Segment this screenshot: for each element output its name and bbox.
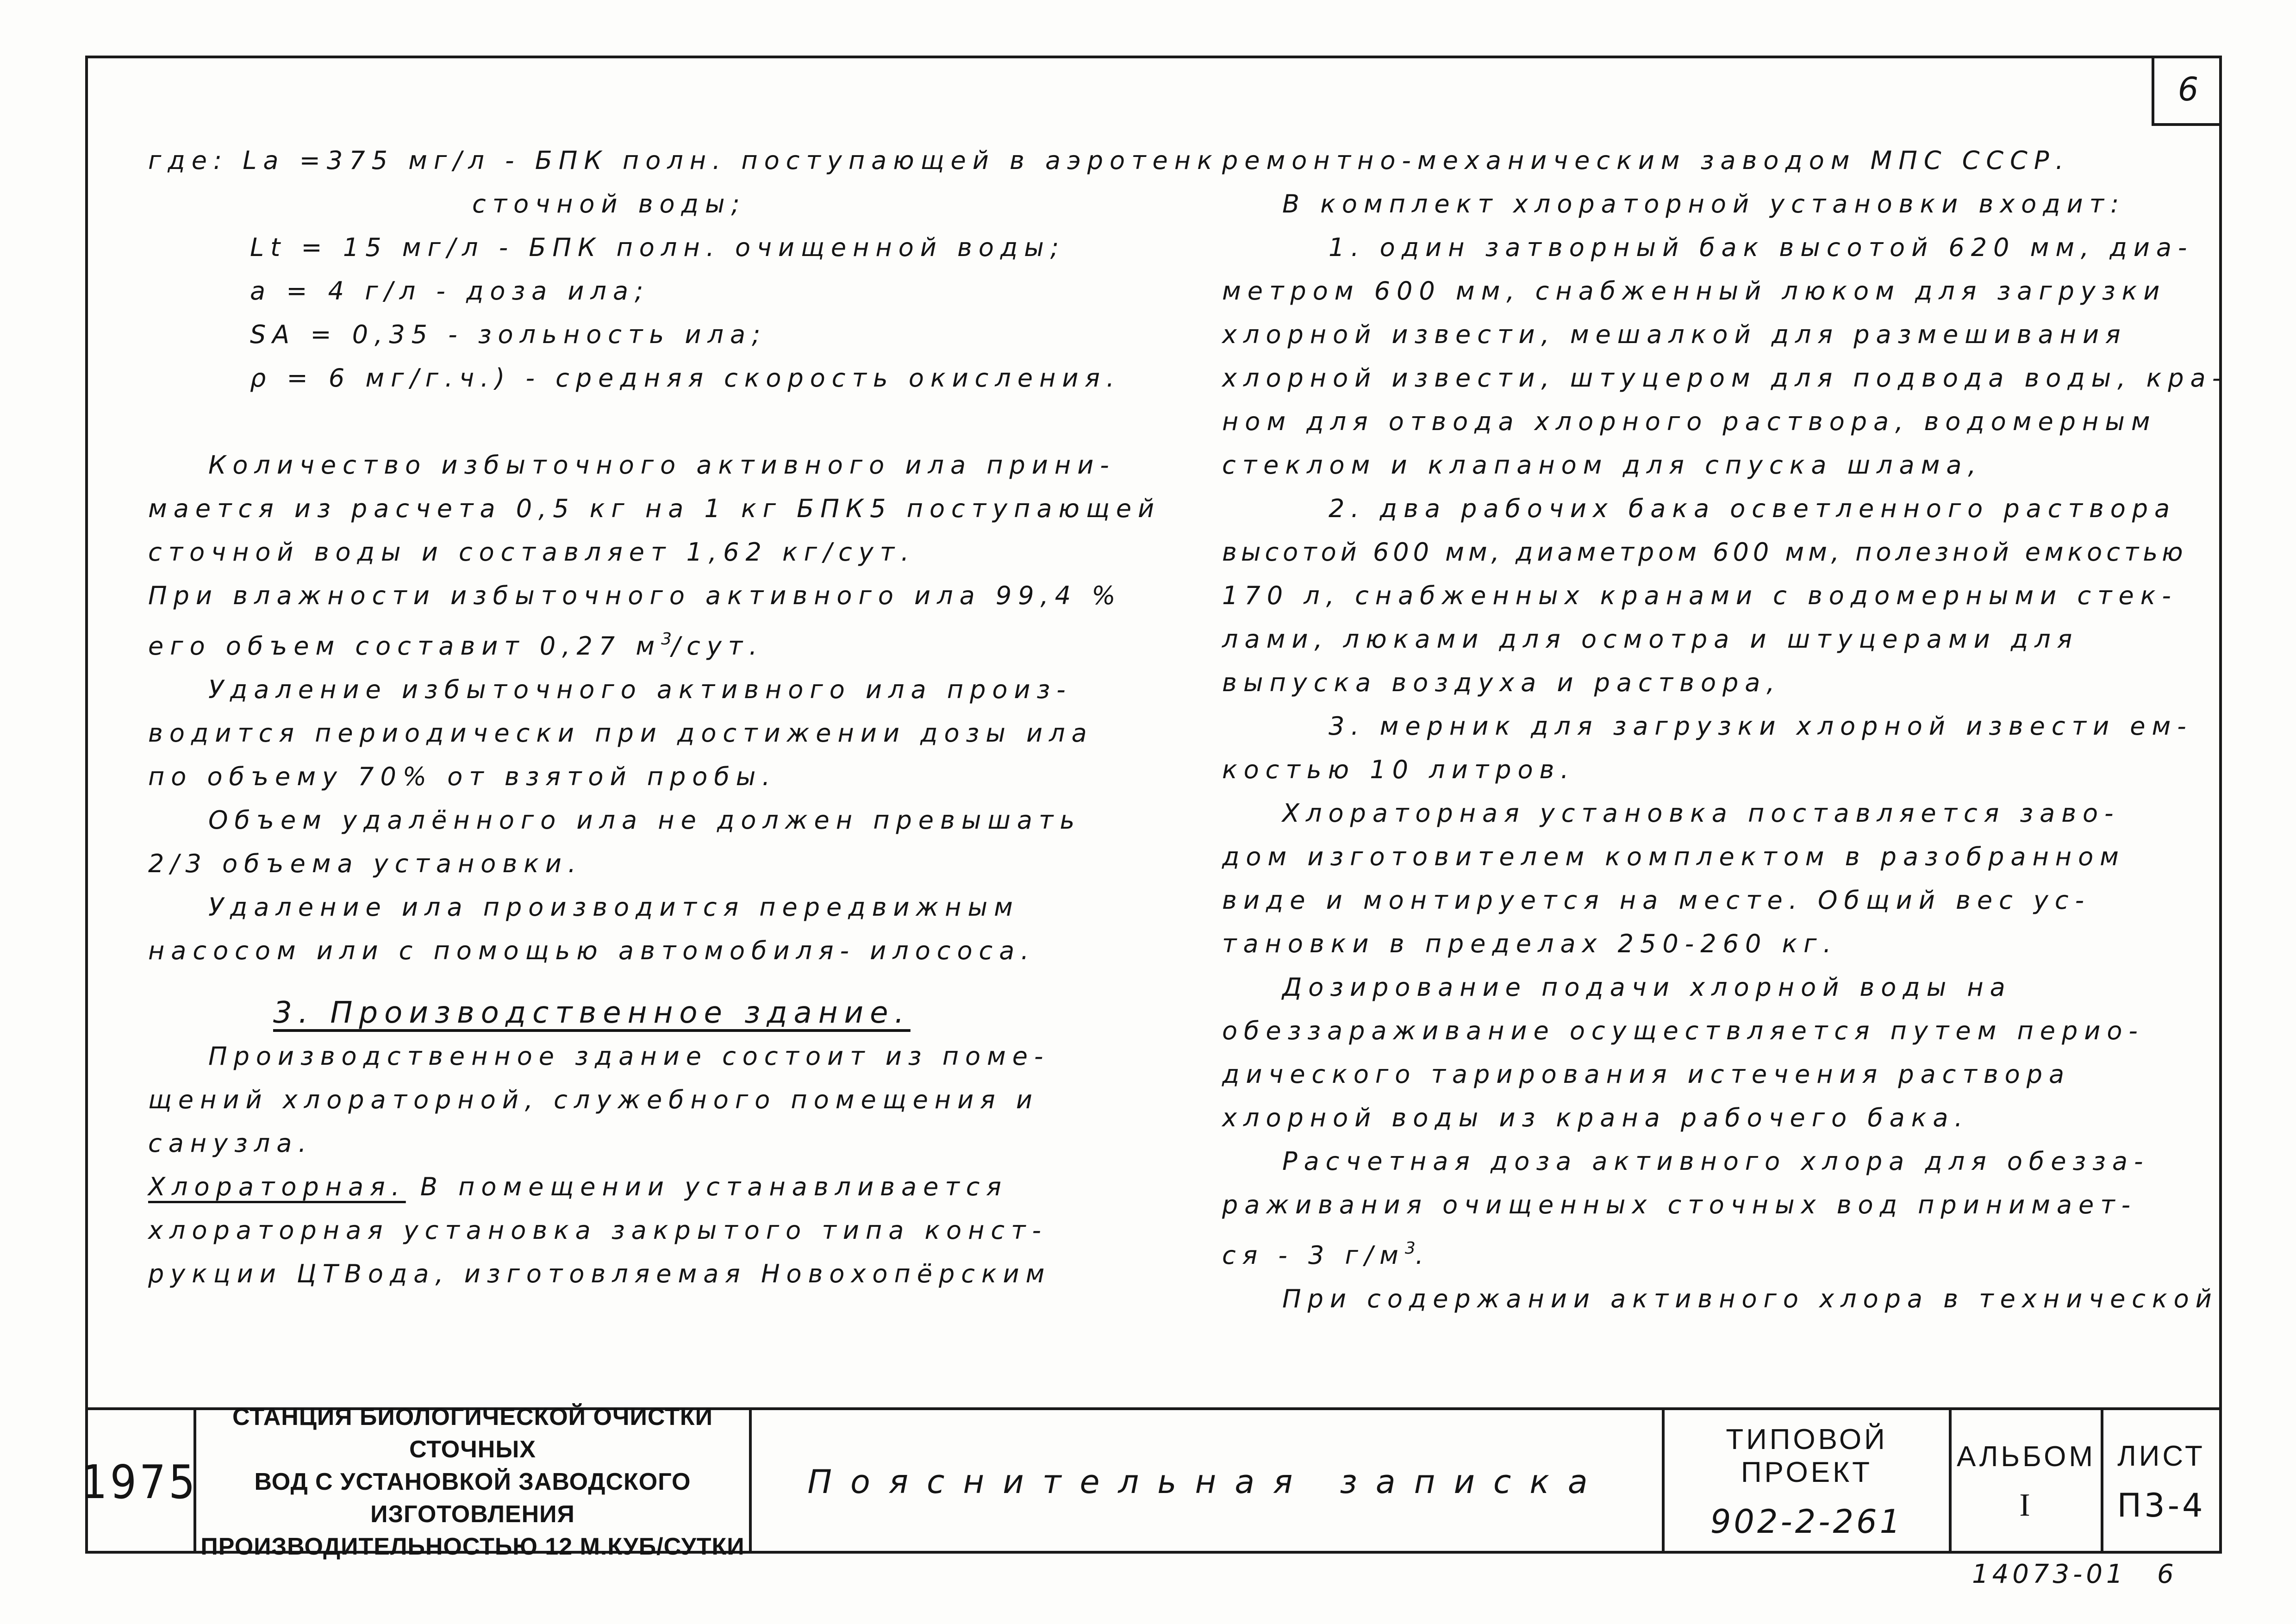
text-line: санузла.: [148, 1129, 313, 1158]
right-text-column: [1222, 139, 2228, 1321]
sheet-cell: [2103, 1410, 2219, 1554]
text-line: а = 4 г/л - доза ила;: [250, 276, 650, 306]
section-heading: 3. Производственное здание.: [273, 996, 911, 1030]
object-name-line: ПРОИЗВОДИТЕЛЬНОСТЬЮ 12 М.КУБ/СУТКИ: [200, 1533, 745, 1560]
text-line: Дозирование подачи хлорной воды на: [1282, 973, 2012, 1002]
text-line: высотой 600 мм, диаметром 600 мм, полезной емкостью: [1222, 537, 2187, 567]
text-fragment: ся - 3 г/м: [1222, 1241, 1405, 1270]
text-line: сточной воды и составляет 1,62 кг/сут.: [148, 537, 916, 567]
text-fragment: .: [1415, 1241, 1430, 1270]
text-line: ном для отвода хлорного раствора, водомерным: [1222, 407, 2157, 436]
project-cell: [1665, 1410, 1952, 1554]
superscript: 3: [1404, 1239, 1416, 1258]
text-line: Расчетная доза активного хлора для обезза-: [1282, 1147, 2150, 1176]
text-line: выпуска воздуха и раствора,: [1222, 668, 1781, 697]
text-line: 2/3 объема установки.: [148, 849, 583, 878]
text-line: ремонтно-механическим заводом МПС СССР.: [1222, 146, 2070, 175]
object-name-cell: [196, 1404, 752, 1560]
document-title-cell: Пояснительная записка: [752, 1410, 1665, 1554]
album-number: I: [2019, 1487, 2033, 1523]
album-cell: [1952, 1410, 2103, 1554]
object-name-line: ВОД С УСТАНОВКОЙ ЗАВОДСКОГО ИЗГОТОВЛЕНИЯ: [254, 1468, 691, 1528]
text-line: Удаление ила производится передвижным: [208, 893, 1019, 922]
text-line: мается из расчета 0,5 кг на 1 кг БПК5 поступающей: [148, 494, 1161, 523]
text-line: 3. мерник для загрузки хлорной извести ем-: [1329, 712, 2193, 741]
object-name-line: СТАНЦИЯ БИОЛОГИЧЕСКОЙ ОЧИСТКИ СТОЧНЫХ: [232, 1404, 713, 1463]
year-cell: 1975: [85, 1410, 196, 1554]
subsection-label: Хлораторная.: [148, 1172, 406, 1201]
sheet-corner-number: 6: [2152, 56, 2222, 126]
text-line: В комплект хлораторной установки входит:: [1282, 189, 2126, 219]
text-line: Объем удалённого ила не должен превышать: [208, 806, 1081, 835]
text-line: водится периодически при достижении дозы ила: [148, 718, 1093, 748]
text-line: Удаление избыточного активного ила произ-: [208, 675, 1072, 704]
text-line: SА = 0,35 - зольность ила;: [250, 320, 767, 349]
text-line: хлораторная установка закрытого типа конст-: [148, 1216, 1048, 1245]
inventory-number: 14073-01: [1972, 1559, 2127, 1589]
title-block: [81, 1404, 2222, 1560]
text-line: 2. два рабочих бака осветленного раствора: [1329, 494, 2177, 523]
text-line: тановки в пределах 250-260 кг.: [1222, 929, 1838, 958]
text-line: костью 10 литров.: [1222, 755, 1575, 784]
project-number: 902-2-261: [1710, 1503, 1903, 1541]
text-line: сточной воды;: [472, 189, 746, 219]
page-number: 6: [2157, 1559, 2177, 1589]
text-line: раживания очищенных сточных вод принимает-: [1222, 1190, 2137, 1219]
text-line: хлорной извести, мешалкой для размешивания: [1222, 320, 2127, 349]
text-line: обеззараживание осуществляется путем перио-: [1222, 1016, 2144, 1045]
text-line: дического тарирования истечения раствора: [1222, 1060, 2071, 1089]
project-label: ТИПОВОЙ ПРОЕКТ: [1726, 1424, 1888, 1488]
text-line: [148, 1165, 1167, 1209]
text-line: метром 600 мм, снабженный люком для загрузки: [1222, 276, 2166, 306]
text-line: виде и монтируется на месте. Общий вес ус-: [1222, 886, 2091, 915]
text-fragment: его объем составит 0,27 м: [148, 631, 661, 661]
text-line: хлорной воды из крана рабочего бака.: [1222, 1103, 1969, 1132]
text-line: [148, 618, 1167, 668]
text-line: насосом или с помощью автомобиля- илососа.: [148, 936, 1036, 965]
text-line: Количество избыточного активного ила прини-: [208, 450, 1116, 480]
text-line: При содержании активного хлора в технической: [1282, 1284, 2218, 1313]
text-line: по объему 70% от взятой пробы.: [148, 762, 777, 791]
sheet-number: П3-4: [2117, 1486, 2206, 1524]
text-line: При влажности избыточного активного ила 99,4 %: [148, 581, 1122, 610]
text-line: рукции ЦТВода, изготовляемая Новохопёрским: [148, 1259, 1051, 1288]
text-line: Производственное здание состоит из поме-: [208, 1042, 1050, 1071]
text-fragment: В помещении устанавливается: [406, 1172, 1008, 1201]
text-line: 170 л, снабженных кранами с водомерными стек-: [1222, 581, 2177, 610]
text-line: ρ = 6 мг/г.ч.) - средняя скорость окисления.: [250, 363, 1121, 393]
sheet-label: ЛИСТ: [2117, 1440, 2205, 1472]
text-line: где: Lа =375 мг/л - БПК полн. поступающей в аэротенк: [148, 146, 1219, 175]
text-line: лами, люками для осмотра и штуцерами для: [1222, 625, 2079, 654]
text-line: дом изготовителем комплектом в разобранном: [1222, 842, 2125, 871]
superscript: 3: [661, 630, 672, 649]
text-line: Lt = 15 мг/л - БПК полн. очищенной воды;: [250, 233, 1066, 262]
text-line: [1222, 1227, 2203, 1277]
text-line: стеклом и клапаном для спуска шлама,: [1222, 450, 1983, 480]
text-line: 1. один затворный бак высотой 620 мм, диа-: [1329, 233, 2194, 262]
left-text-column: [148, 139, 1219, 1296]
text-line: Хлораторная установка поставляется заво-: [1282, 799, 2120, 828]
album-label: АЛЬБОМ: [1957, 1440, 2096, 1473]
text-line: щений хлораторной, служебного помещения и: [148, 1085, 1039, 1114]
text-line: хлорной извести, штуцером для подвода воды, кра-: [1222, 363, 2228, 393]
text-fragment: /сут.: [671, 631, 764, 661]
